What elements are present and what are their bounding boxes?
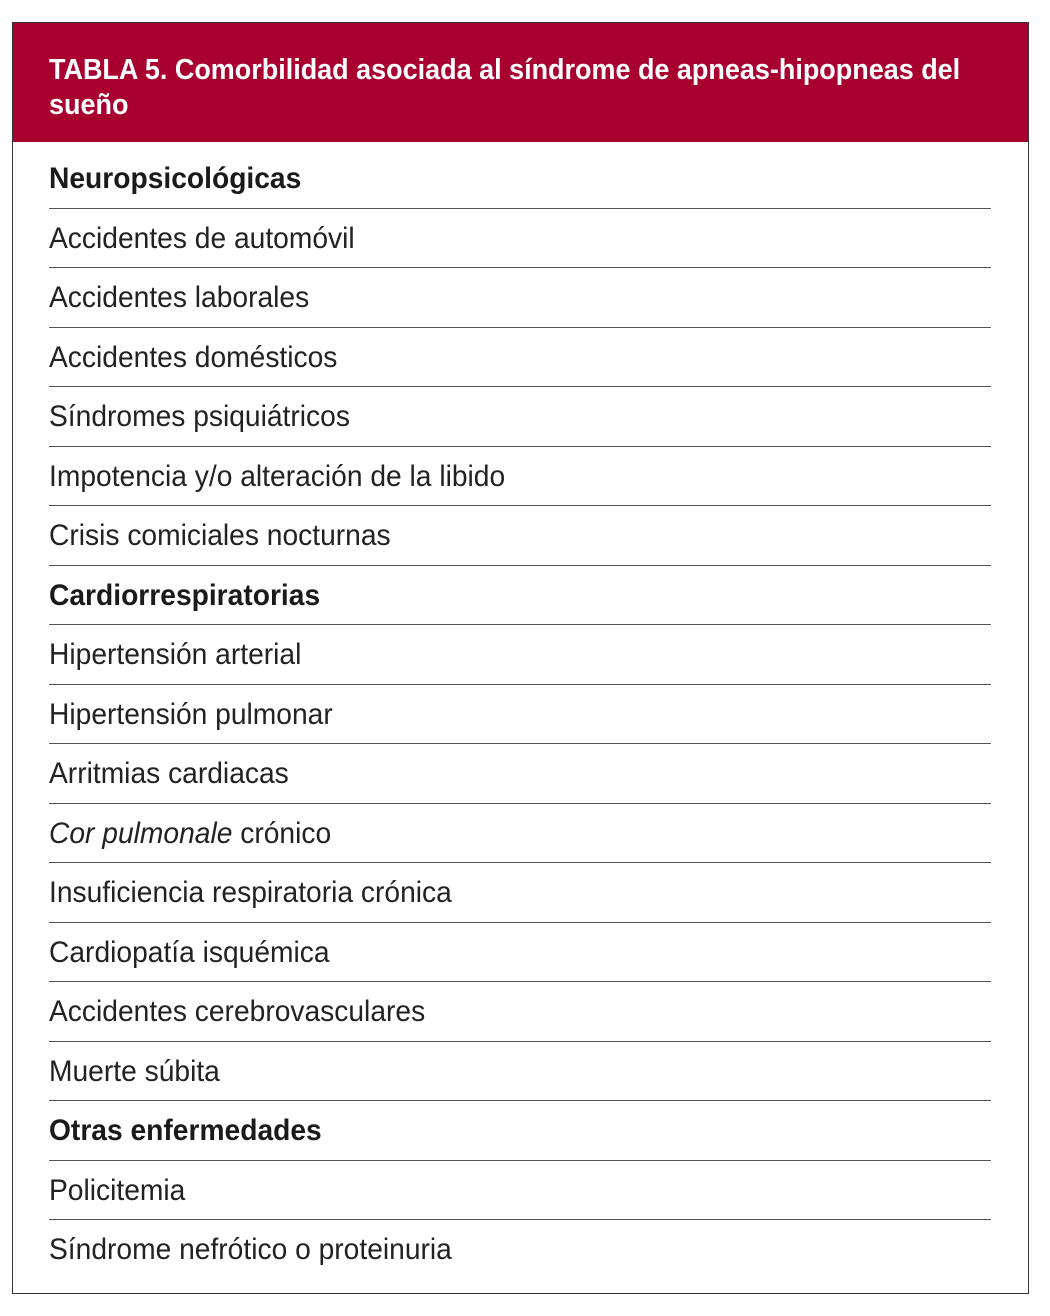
- row-text: Accidentes laborales: [49, 281, 310, 314]
- table-row: [49, 1042, 991, 1102]
- row-text: [49, 804, 331, 863]
- row-text: Impotencia y/o alteración de la libido: [49, 459, 506, 493]
- table-row: [49, 1161, 991, 1221]
- comorbidity-table: [12, 22, 1029, 1294]
- table-row: [49, 685, 991, 745]
- table-row: [49, 447, 991, 507]
- table-row: [49, 625, 991, 685]
- table-title: TABLA 5. Comorbilidad asociada al síndrome de apneas-hipopneas del sueño: [49, 54, 961, 121]
- section-heading: [49, 1101, 991, 1161]
- table-row: [49, 268, 991, 328]
- table-row: [49, 328, 991, 388]
- table-row: [49, 863, 991, 923]
- table-body: [49, 149, 991, 1280]
- section-heading: [49, 149, 991, 209]
- table-row: [49, 982, 991, 1042]
- section-heading-text: Otras enfermedades: [49, 1114, 322, 1147]
- row-text: Arritmias cardiacas: [49, 757, 289, 790]
- row-text: Síndromes psiquiátricos: [49, 400, 350, 433]
- row-text: Hipertensión arterial: [49, 638, 302, 671]
- row-text: Accidentes cerebrovasculares: [49, 995, 426, 1028]
- row-text: Síndrome nefrótico o proteinuria: [49, 1233, 452, 1266]
- table-row: [49, 1220, 991, 1280]
- row-text: Cardiopatía isquémica: [49, 935, 330, 969]
- row-text: Accidentes de automóvil: [49, 221, 355, 255]
- table-row: [49, 209, 991, 269]
- row-text: Accidentes domésticos: [49, 340, 338, 374]
- row-text-rest: crónico: [232, 816, 332, 850]
- section-heading-text: Cardiorrespiratorias: [49, 578, 321, 612]
- row-text: Muerte súbita: [49, 1054, 220, 1088]
- table-row: [49, 744, 991, 804]
- table-header: [13, 23, 1028, 142]
- row-text: Hipertensión pulmonar: [49, 697, 333, 731]
- table-row: [49, 923, 991, 983]
- section-heading: [49, 566, 991, 626]
- row-text-italic: Cor pulmonale: [49, 816, 233, 850]
- row-text: Insuficiencia respiratoria crónica: [49, 876, 452, 909]
- table-row: [49, 506, 991, 566]
- row-text: Policitemia: [49, 1173, 186, 1207]
- row-text: Crisis comiciales nocturnas: [49, 519, 391, 552]
- table-row: [49, 387, 991, 447]
- section-heading-text: Neuropsicológicas: [49, 162, 302, 195]
- table-row: [49, 804, 991, 864]
